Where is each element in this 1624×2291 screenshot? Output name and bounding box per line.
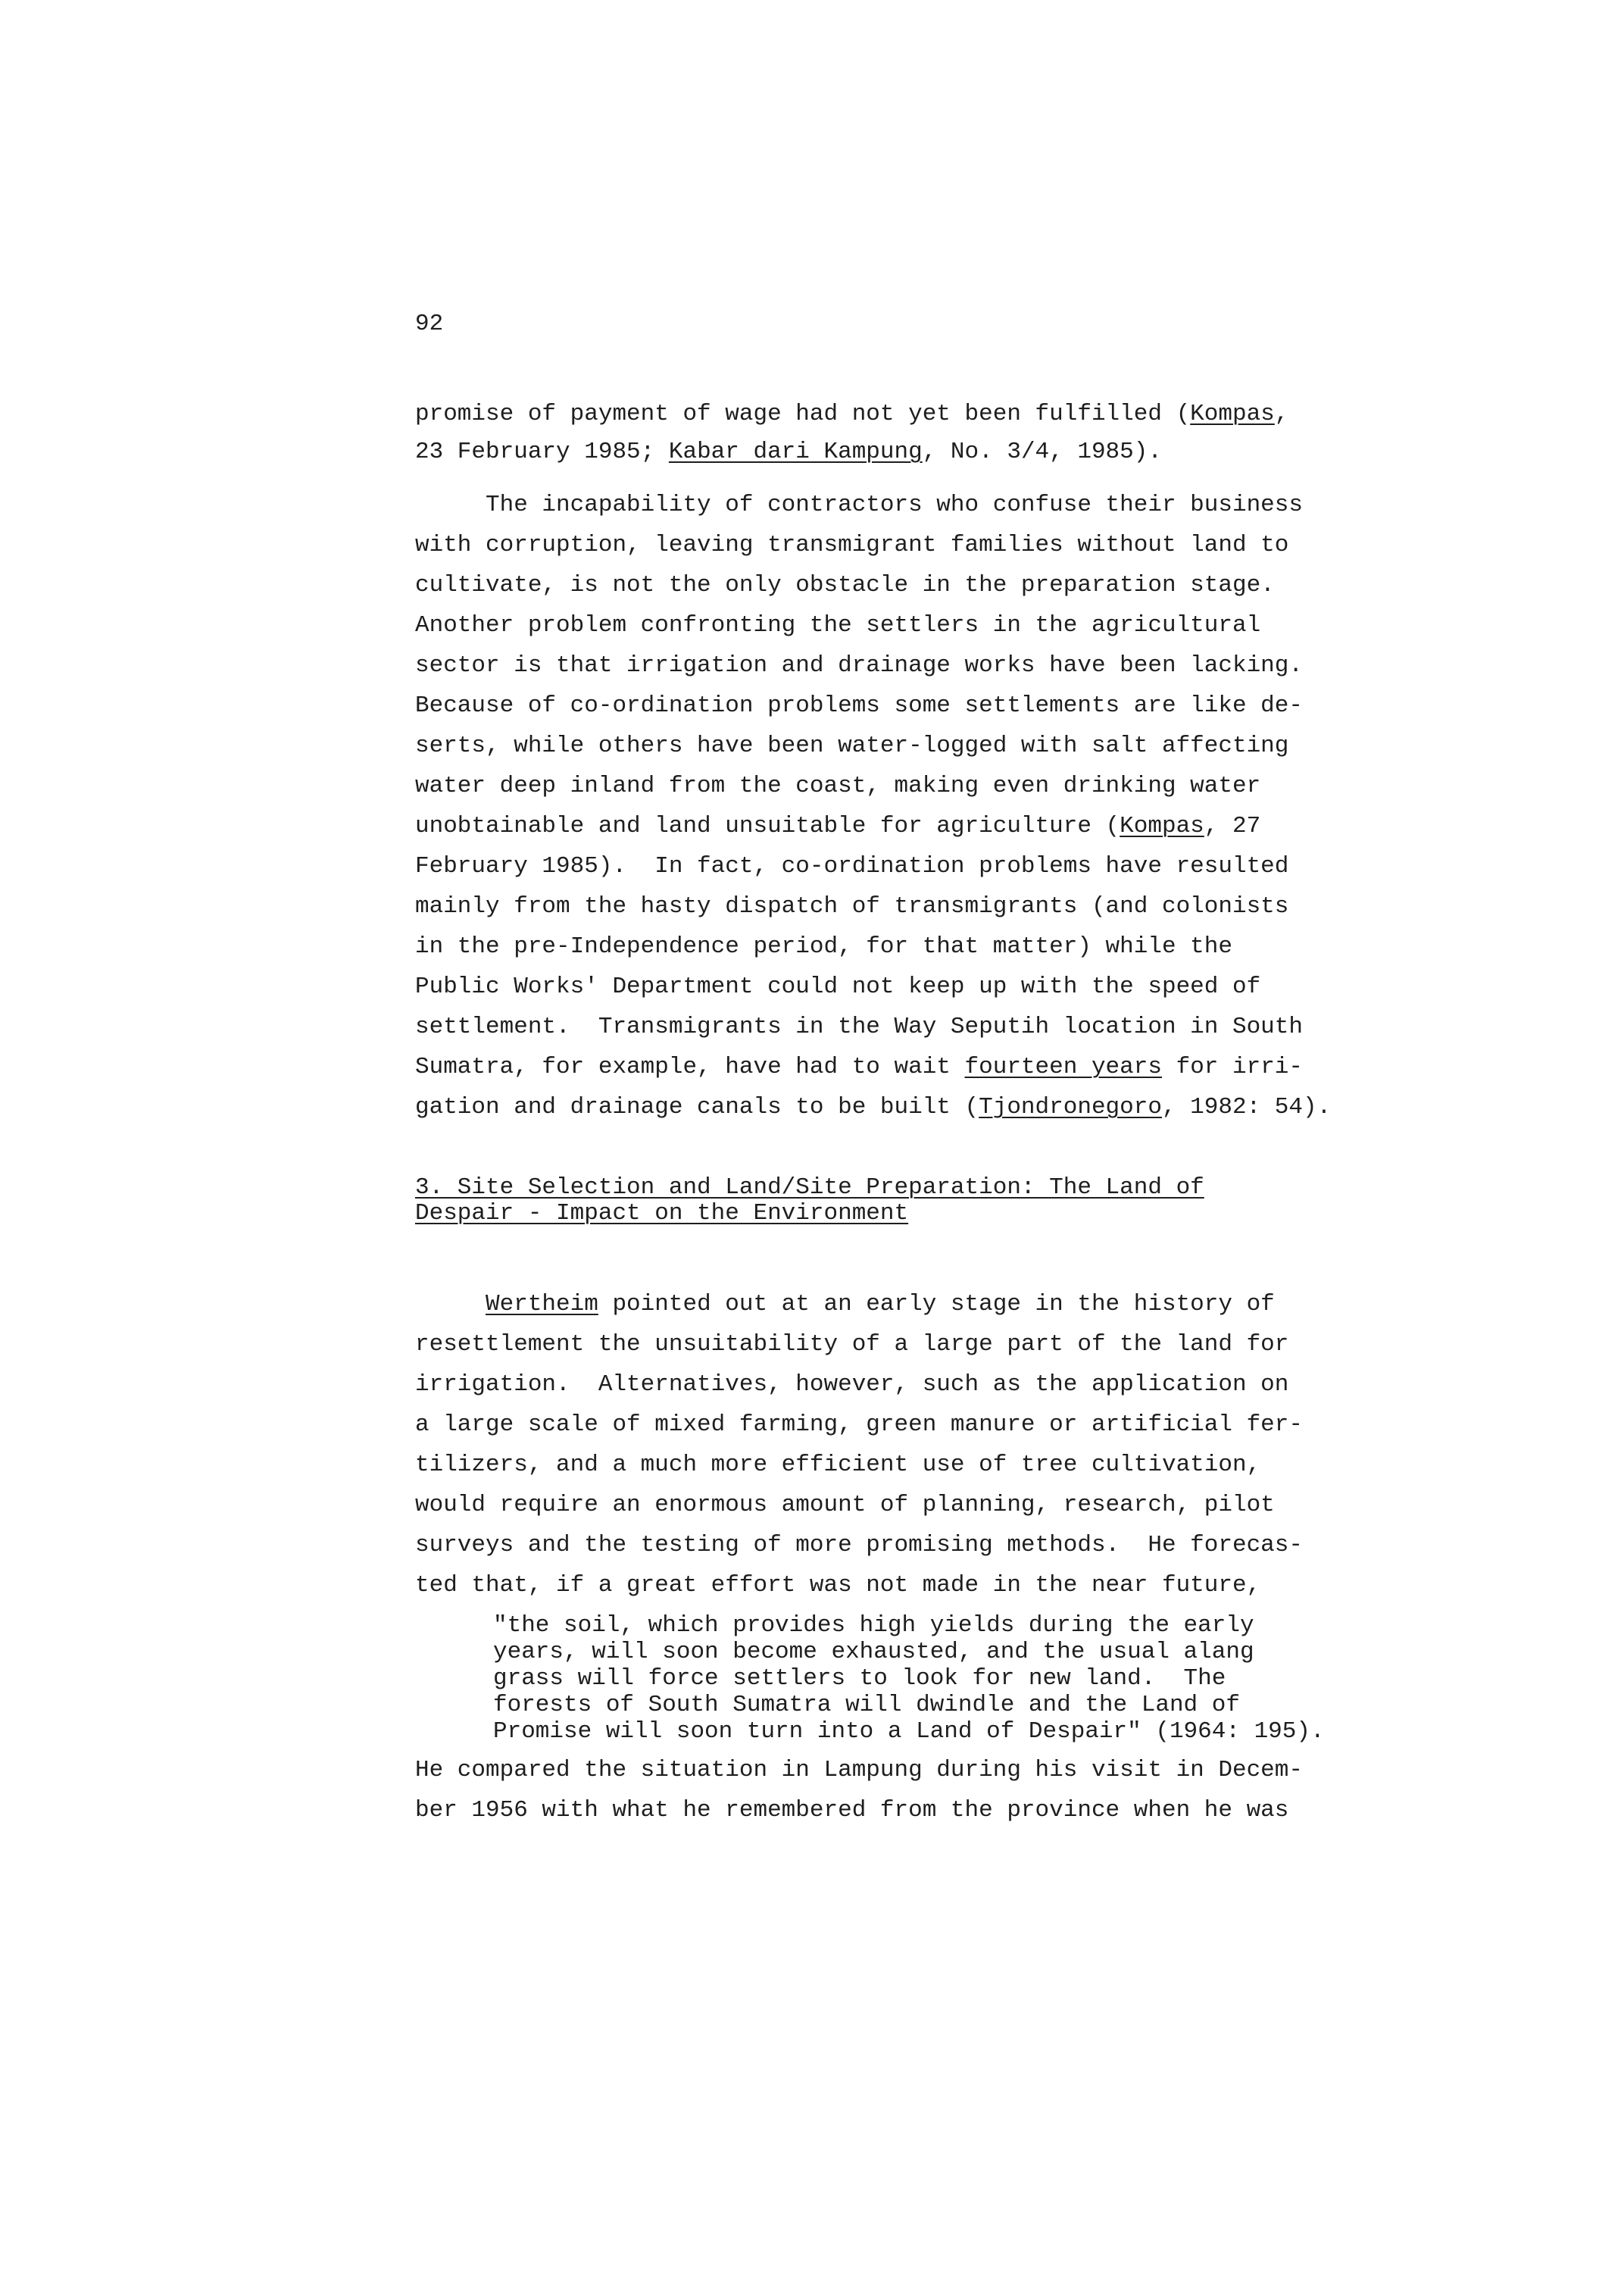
section-heading-line-2 <box>415 1200 908 1227</box>
block-quote-line: forests of South Sumatra will dwindle and the Land of <box>493 1692 1240 1718</box>
paragraph-2-line: serts, while others have been water-logged with salt affecting <box>415 733 1289 759</box>
paragraph-1-line-2 <box>415 437 1162 467</box>
paragraph-2-line: mainly from the hasty dispatch of transmigrants (and colonists <box>415 893 1289 920</box>
paragraph-2-line: Public Works' Department could not keep up with the speed of <box>415 974 1261 1000</box>
block-quote-line: years, will soon become exhausted, and the usual alang <box>493 1639 1254 1665</box>
block-quote-line: "the soil, which provides high yields during the early <box>493 1612 1254 1639</box>
paragraph-3-line: irrigation. Alternatives, however, such as the application on <box>415 1371 1289 1398</box>
section-heading-text: Despair - Impact on the Environment <box>415 1200 909 1227</box>
paragraph-2-line <box>415 1052 1303 1083</box>
text: unobtainable and land unsuitable for agriculture ( <box>415 813 1120 839</box>
paragraph-3-line <box>415 1289 1275 1320</box>
text: , 27 <box>1204 813 1261 839</box>
paragraph-2-line: sector is that irrigation and drainage works have been lacking. <box>415 652 1303 679</box>
paragraph-2-line: Another problem confronting the settlers in the agricultural <box>415 612 1261 639</box>
paragraph-2-line: cultivate, is not the only obstacle in the preparation stage. <box>415 572 1275 599</box>
paragraph-4-line: He compared the situation in Lampung during his visit in Decem- <box>415 1757 1303 1783</box>
paragraph-2-line <box>415 811 1260 842</box>
text: pointed out at an early stage in the history of <box>598 1291 1275 1317</box>
indent <box>415 1291 486 1317</box>
paragraph-2-line: with corruption, leaving transmigrant families without land to <box>415 532 1289 558</box>
reference-wertheim: Wertheim <box>486 1291 598 1317</box>
paragraph-2-line: settlement. Transmigrants in the Way Seputih location in South <box>415 1014 1303 1040</box>
paragraph-2-line: February 1985). In fact, co-ordination problems have resulted <box>415 853 1289 880</box>
page-number: 92 <box>415 311 444 337</box>
text: for irri- <box>1161 1054 1304 1080</box>
paragraph-2-line: in the pre-Independence period, for that matter) while the <box>415 933 1232 960</box>
text: 23 February 1985; <box>415 439 669 465</box>
text: Sumatra, for example, have had to wait <box>415 1054 965 1080</box>
paragraph-3-line: surveys and the testing of more promising methods. He forecas- <box>415 1532 1303 1558</box>
paragraph-3-line: a large scale of mixed farming, green manure or artificial fer- <box>415 1411 1303 1438</box>
text: gation and drainage canals to be built ( <box>415 1094 979 1120</box>
paragraph-3-line: tilizers, and a much more efficient use of tree cultivation, <box>415 1452 1261 1478</box>
paragraph-2-line: water deep inland from the coast, making even drinking water <box>415 773 1261 799</box>
text: , No. 3/4, 1985). <box>922 439 1162 465</box>
reference-kabar-dari-kampung: Kabar dari Kampung <box>668 439 923 465</box>
block-quote-line: grass will force settlers to look for new land. The <box>493 1665 1226 1692</box>
paragraph-2-line <box>415 1092 1331 1123</box>
paragraph-3-line: ted that, if a great effort was not made in the near future, <box>415 1572 1261 1599</box>
text: promise of payment of wage had not yet been fulfilled ( <box>415 401 1191 427</box>
section-heading-text: 3. Site Selection and Land/Site Preparation: The Land of <box>415 1174 1204 1201</box>
paragraph-2-line: Because of co-ordination problems some settlements are like de- <box>415 692 1303 719</box>
text: , 1982: 54). <box>1161 1094 1332 1120</box>
section-heading-line-1 <box>415 1174 1204 1202</box>
block-quote-line: Promise will soon turn into a Land of Despair" (1964: 195). <box>493 1718 1325 1745</box>
paragraph-3-line: resettlement the unsuitability of a large part of the land for <box>415 1331 1289 1358</box>
paragraph-1-line-1 <box>415 399 1288 430</box>
paragraph-3-line: would require an enormous amount of planning, research, pilot <box>415 1492 1275 1518</box>
reference-tjondronegoro: Tjondronegoro <box>979 1094 1162 1120</box>
paragraph-4-line: ber 1956 with what he remembered from the province when he was <box>415 1797 1289 1824</box>
text: , <box>1274 401 1289 427</box>
reference-kompas: Kompas <box>1190 401 1275 427</box>
reference-kompas: Kompas <box>1120 813 1204 839</box>
emphasis-fourteen-years: fourteen years <box>964 1054 1162 1080</box>
paragraph-2-line: The incapability of contractors who confuse their business <box>415 492 1303 518</box>
